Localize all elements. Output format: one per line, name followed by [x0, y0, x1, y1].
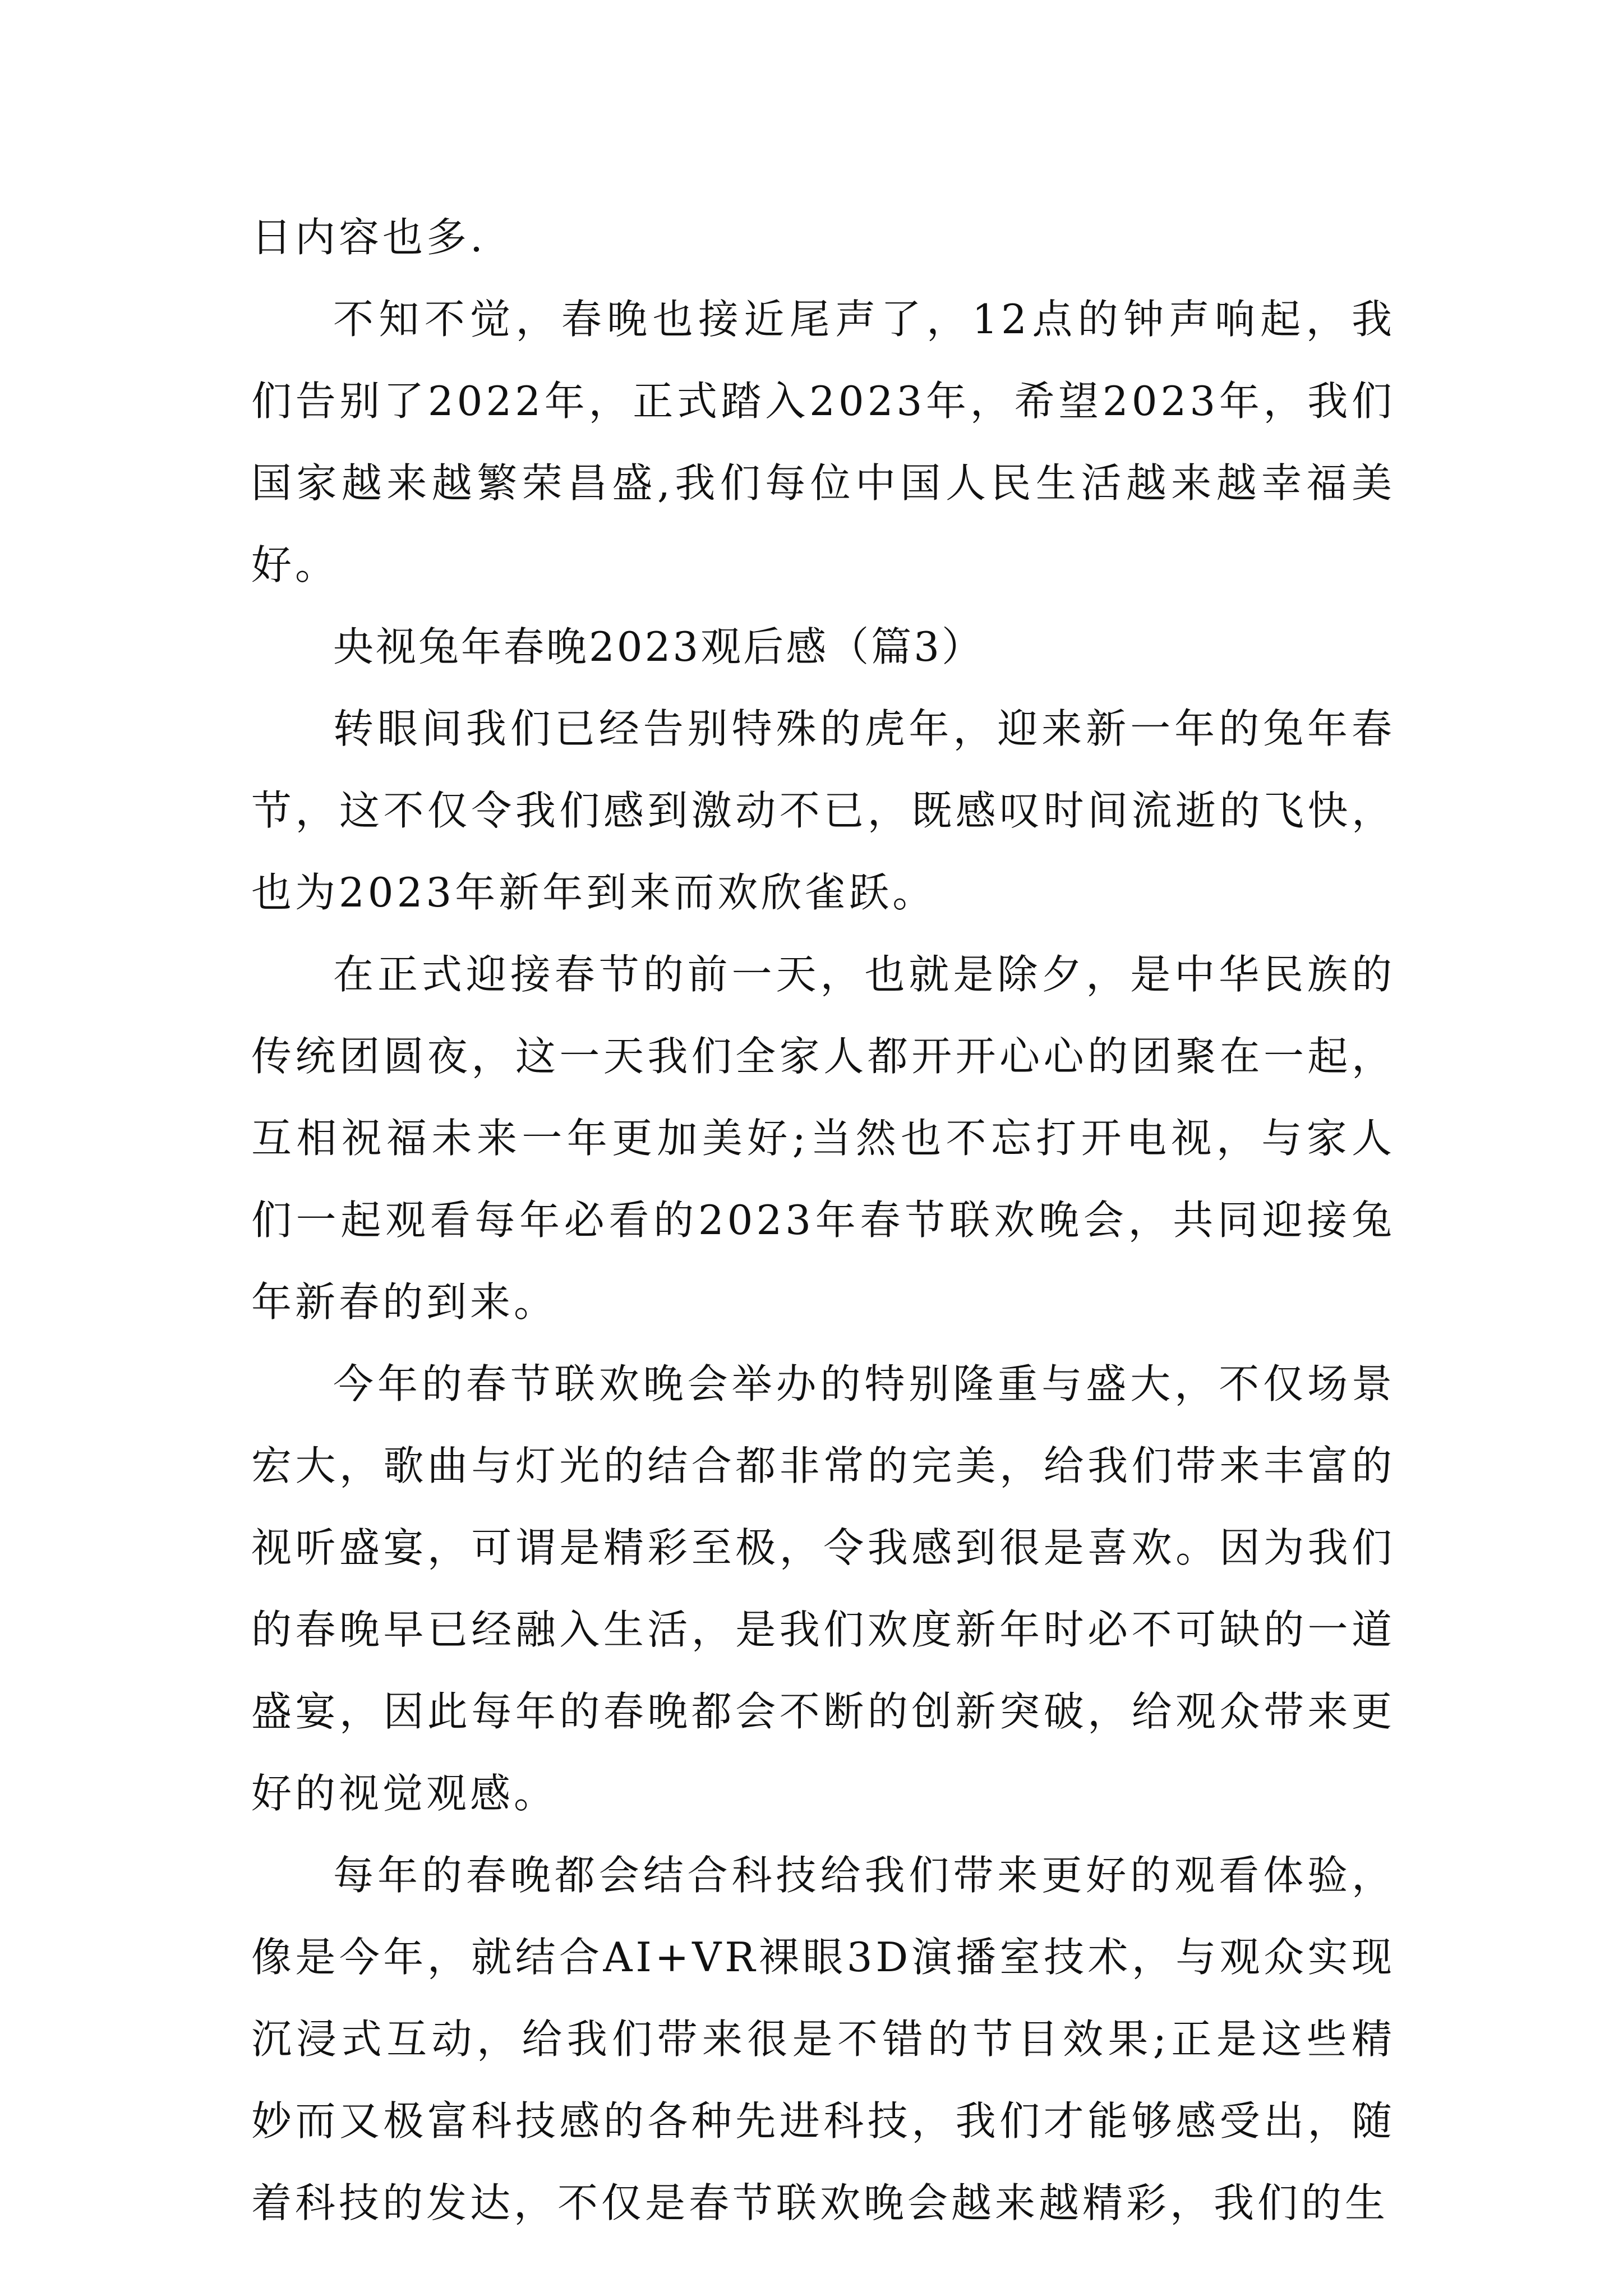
paragraph-continuation: 日内容也多.	[251, 214, 486, 261]
paragraph-gala-grand: 今年的春节联欢晚会举办的特别隆重与盛大，不仅场景宏大，歌曲与灯光的结合都非常的完美，给我们带来丰富的视听盛宴，可谓是精彩至极，令我感到很是喜欢。因为我们的春晚早已经融入生活，是我们欢度新年时必不可缺的一道盛宴，因此每年的春晚都会不断的创新突破，给观众带来更好的视觉观感。	[251, 1360, 1395, 1817]
paragraph-new-years-eve: 在正式迎接春节的前一天，也就是除夕，是中华民族的传统团圆夜，这一天我们全家人都开开心心的团聚在一起，互相祝福未来一年更加美好;当然也不忘打开电视，与家人们一起观看每年必看的2023年春节联欢晚会，共同迎接兔年新春的到来。	[251, 951, 1395, 1326]
paragraph-technology: 每年的春晚都会结合科技给我们带来更好的观看体验，像是今年，就结合AI+VR裸眼3D演播室技术，与观众实现沉浸式互动，给我们带来很是不错的节目效果;正是这些精妙而又极富科技感的各种先进科技，我们才能够感受出，随着科技的发达，不仅是春节联欢晚会越来越精彩，我们的生	[251, 1852, 1395, 2226]
document-body	[251, 196, 1395, 2244]
paragraph-farewell-tiger-year: 转眼间我们已经告别特殊的虎年，迎来新一年的兔年春节，这不仅令我们感到激动不已，既感叹时间流逝的飞快，也为2023年新年到来而欢欣雀跃。	[251, 705, 1395, 916]
paragraph-new-year-bell: 不知不觉，春晚也接近尾声了，12点的钟声响起，我们告别了2022年，正式踏入2023年，希望2023年，我们国家越来越繁荣昌盛,我们每位中国人民生活越来越幸福美好。	[251, 296, 1395, 588]
section-heading: 央视兔年春晚2023观后感（篇3）	[333, 623, 985, 670]
